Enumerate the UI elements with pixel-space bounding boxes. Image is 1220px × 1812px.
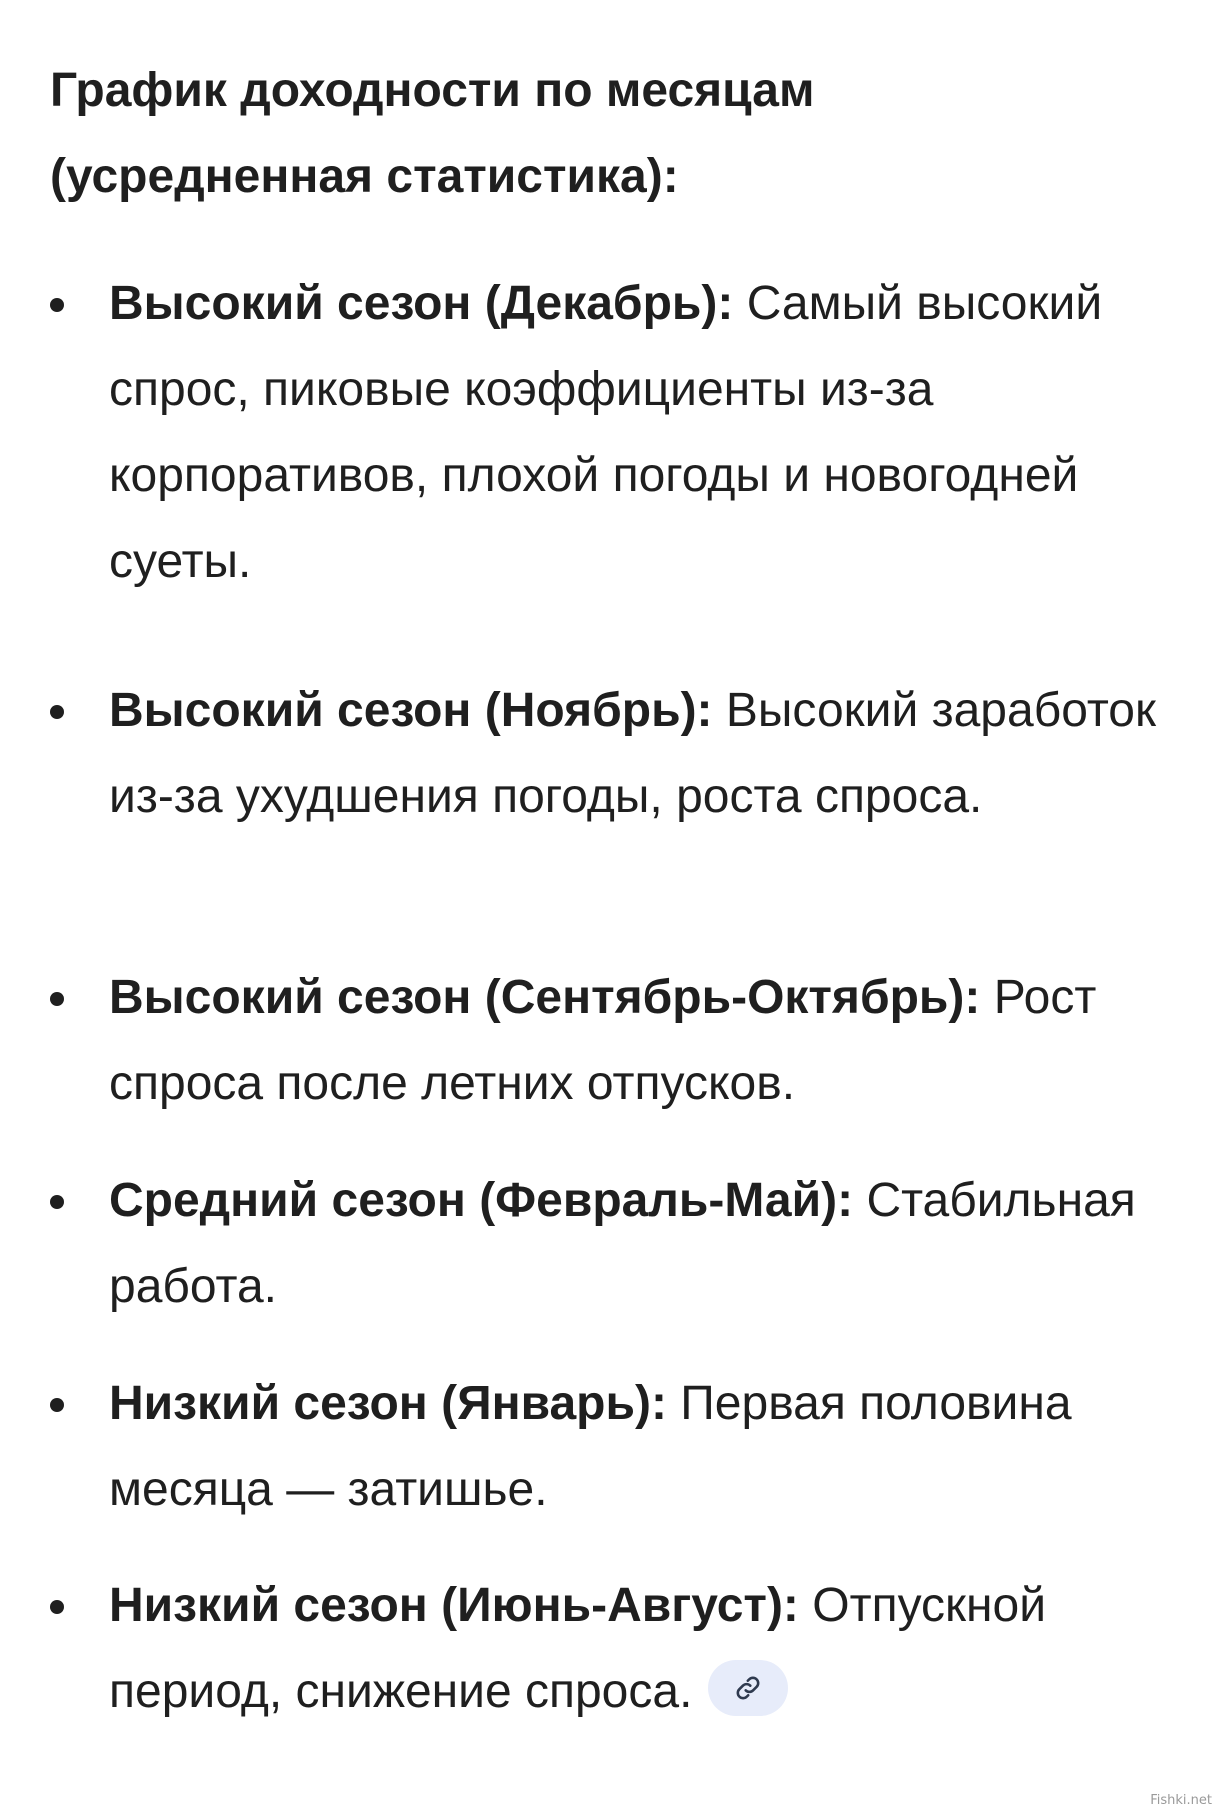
item-description: Стабильная работа. <box>109 1174 1136 1313</box>
heading-line-1: График доходности по месяцам <box>50 64 815 117</box>
bullet-icon <box>50 298 64 312</box>
item-description: Самый высокий спрос, пиковые коэффициенты из-за корпоративов, плохой погоды и новогодней суеты. <box>109 277 1103 588</box>
bullet-icon <box>50 992 64 1006</box>
watermark: Fishki.net <box>1150 1793 1212 1808</box>
item-title: Высокий сезон (Ноябрь): <box>109 684 713 737</box>
item-title: Низкий сезон (Июнь-Август): <box>109 1579 799 1632</box>
link-icon <box>734 1674 762 1702</box>
bullet-icon <box>50 705 64 719</box>
bullet-icon <box>50 1195 64 1209</box>
source-link-button[interactable] <box>708 1660 788 1716</box>
heading-line-2: (усредненная статистика): <box>50 150 679 203</box>
list-item-text <box>109 668 1219 840</box>
list-item-text <box>109 1158 1219 1330</box>
item-description: Первая половина месяца — затишье. <box>109 1377 1072 1516</box>
response-content <box>50 48 1170 1718</box>
list-item-text <box>109 955 1219 1127</box>
list-item-text <box>109 261 1219 605</box>
list-item-text <box>109 1563 1219 1735</box>
list-item-text <box>109 1361 1219 1533</box>
section-heading <box>50 48 1170 220</box>
item-title: Низкий сезон (Январь): <box>109 1377 667 1430</box>
bullet-icon <box>50 1600 64 1614</box>
item-description: Отпускной период, снижение спроса. <box>109 1579 1047 1718</box>
item-title: Средний сезон (Февраль-Май): <box>109 1174 854 1227</box>
item-description: Рост спроса после летних отпусков. <box>109 971 1097 1110</box>
item-title: Высокий сезон (Декабрь): <box>109 277 734 330</box>
item-description: Высокий заработок из-за ухудшения погоды, роста спроса. <box>109 684 1156 823</box>
bullet-icon <box>50 1398 64 1412</box>
item-title: Высокий сезон (Сентябрь-Октябрь): <box>109 971 981 1024</box>
